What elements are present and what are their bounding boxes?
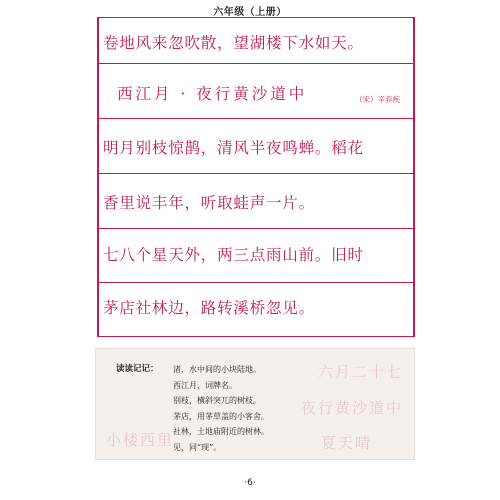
note-item: 西江月，词牌名。 xyxy=(173,380,237,390)
poem-line: 明月别枝惊鹊，清风半夜鸣蝉。稻花 xyxy=(103,139,364,157)
bleed-through-text: 夏天晴 xyxy=(321,434,373,452)
notes-title: 读读记记： xyxy=(116,364,159,374)
practice-sheet xyxy=(97,17,415,337)
rule-line xyxy=(97,118,415,119)
poem-line: 茅店社林边，路转溪桥忽见。 xyxy=(103,299,315,317)
rule-line xyxy=(97,282,415,283)
bleed-through-text: 夜行黄沙道中 xyxy=(301,399,404,417)
note-item: 茅店，用茅草盖的小客舍。 xyxy=(173,411,269,421)
poem-line: 卷地风来忽吹散，望湖楼下水如天。 xyxy=(103,34,364,52)
rule-line xyxy=(97,336,415,337)
bleed-through-text: 小楼西里 xyxy=(106,431,175,449)
rule-line xyxy=(97,228,415,229)
poem-title: 西江月 · 夜行黄沙道中 xyxy=(117,85,308,103)
note-item: 社林，土地庙附近的树林。 xyxy=(173,427,269,436)
poem-author: （宋）辛弃疾 xyxy=(355,95,400,104)
page-number: ·6· xyxy=(244,478,256,488)
poem-line: 香里说丰年，听取蛙声一片。 xyxy=(103,194,315,212)
note-item: 别枝，横斜突兀的树枝。 xyxy=(173,396,261,405)
notes-list xyxy=(173,362,269,455)
rule-line xyxy=(97,173,415,174)
notes-box xyxy=(95,348,415,460)
bleed-through-text: 六月二十七 xyxy=(318,363,404,381)
grade-header: 六年级（上册） xyxy=(213,7,287,18)
poem-line: 七八个星天外，两三点雨山前。旧时 xyxy=(103,246,364,264)
rule-line xyxy=(97,63,415,64)
note-item: 渚，水中间的小块陆地。 xyxy=(173,365,261,374)
note-item: 见，同“现”。 xyxy=(173,442,222,452)
